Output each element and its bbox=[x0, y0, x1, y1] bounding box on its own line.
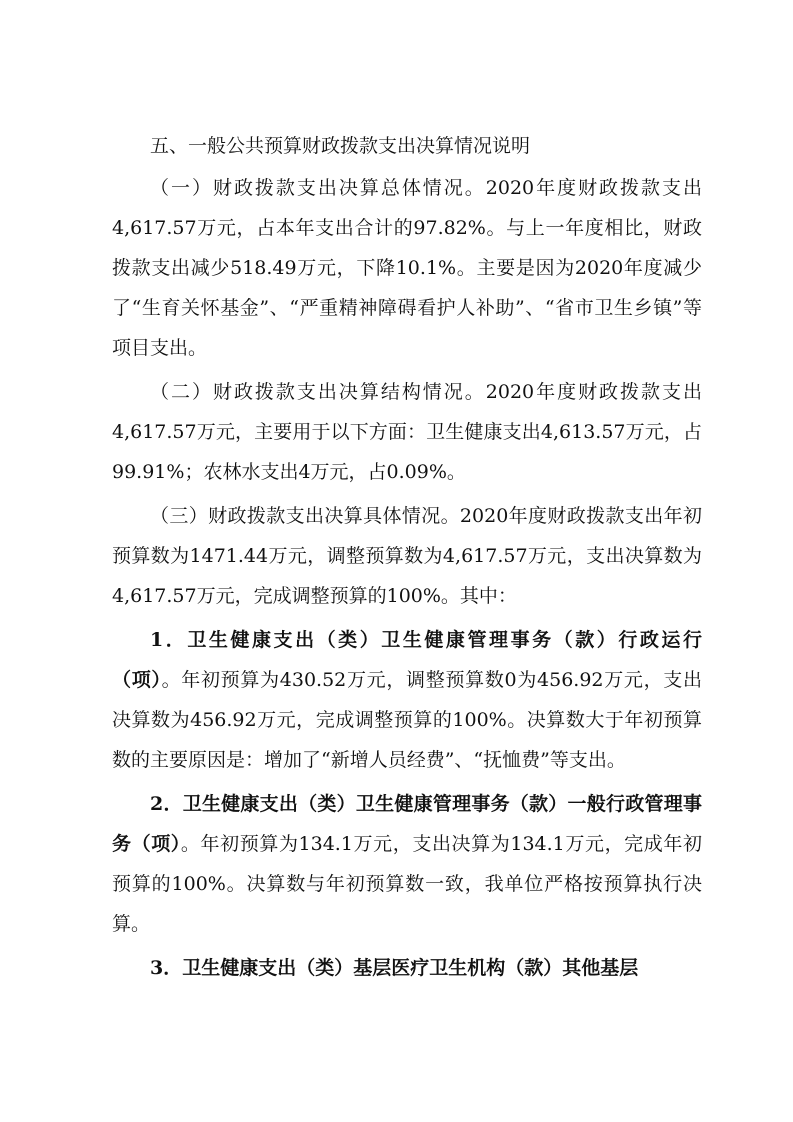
document-page bbox=[112, 128, 702, 992]
item-3-title: 3．卫生健康支出（类）基层医疗卫生机构（款）其他基层 bbox=[150, 957, 639, 979]
item-2 bbox=[112, 784, 702, 944]
item-2-title: 2．卫生健康支出（类）卫生健康管理事务（款）一般行政管理事务（项） bbox=[112, 793, 702, 855]
item-3 bbox=[112, 948, 702, 988]
paragraph-structure: （二）财政拨款支出决算结构情况。2020年度财政拨款支出4,617.57万元，主要用于以下方面：卫生健康支出4,613.57万元，占99.91%；农林水支出4万元，占0.09%。 bbox=[112, 381, 702, 483]
item-2-text: 。年初预算为134.1万元，支出决算为134.1万元，完成年初预算的100%。决算数与年初预算数一致，我单位严格按预算执行决算。 bbox=[112, 833, 702, 935]
item-1-title: 1．卫生健康支出（类）卫生健康管理事务（款）行政运行（项） bbox=[112, 629, 702, 691]
section-title: 五、一般公共预算财政拨款支出决算情况说明 bbox=[150, 135, 531, 157]
paragraph-overall: （一）财政拨款支出决算总体情况。2020年度财政拨款支出4,617.57万元，占本年支出合计的97.82%。与上一年度相比，财政拨款支出减少518.49万元，下降10.1%。主要是因为2020年度减少了“生育关怀基金”、“严重精神障碍看护人补助”、“省市卫生乡镇”等项目支出。 bbox=[112, 177, 702, 359]
item-1 bbox=[112, 620, 702, 780]
paragraph-details: （三）财政拨款支出决算具体情况。2020年度财政拨款支出年初预算数为1471.44万元，调整预算数为4,617.57万元，支出决算数为4,617.57万元，完成调整预算的100%。其中： bbox=[112, 505, 702, 607]
item-1-text: 。年初预算为430.52万元，调整预算数0为456.92万元，支出决算数为456.92万元，完成调整预算的100%。决算数大于年初预算数的主要原因是：增加了“新增人员经费”、“抚恤费”等支出。 bbox=[112, 669, 702, 771]
